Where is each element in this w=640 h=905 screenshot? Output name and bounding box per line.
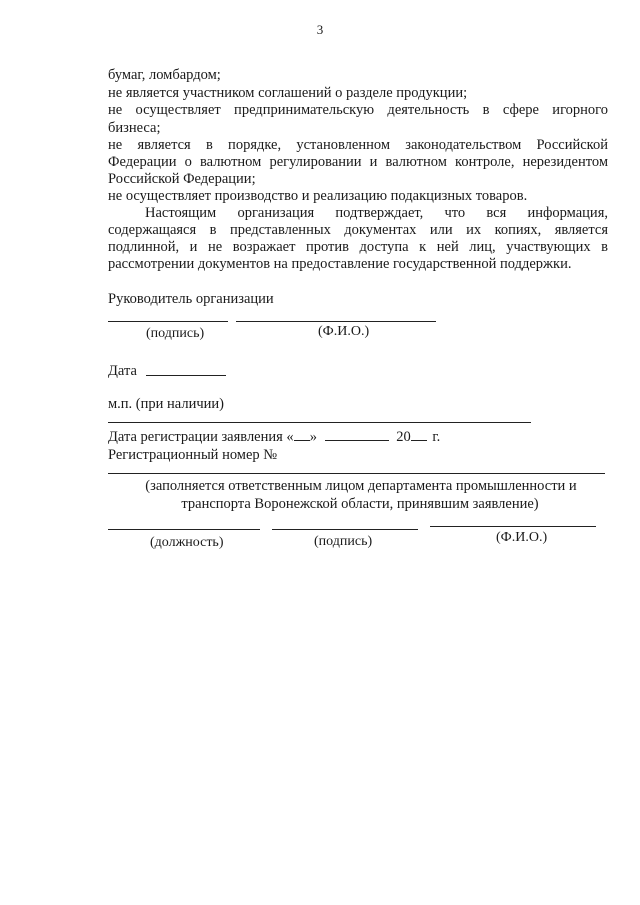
registration-date-mid: »: [309, 429, 317, 445]
registration-note: (заполняется ответственным лицом департамента промышленности и: [145, 478, 577, 494]
confirmation-line: Настоящим организация подтверждает, что вся информация,: [145, 205, 608, 221]
head-label: Руководитель организации: [108, 291, 274, 307]
registration-date: [108, 429, 440, 446]
registration-note: транспорта Воронежской области, принявшим заявление): [181, 496, 539, 512]
body-line: Российской Федерации;: [108, 171, 256, 187]
body-line: Федерации о валютном регулировании и валютном контроле, нерезидентом: [108, 154, 608, 170]
official-name-line: [430, 526, 596, 527]
official-name-caption: (Ф.И.О.): [496, 530, 548, 545]
registration-number-line: [108, 473, 605, 474]
page-number: 3: [316, 22, 324, 37]
official-signature-line: [272, 529, 418, 530]
body-line: не осуществляет производство и реализацию подакцизных товаров.: [108, 188, 528, 204]
seal-label: м.п. (при наличии): [108, 396, 224, 412]
body-line: не является в порядке, установленном законодательством Российской: [108, 137, 608, 153]
date-label: Дата: [108, 363, 137, 379]
name-line: [236, 321, 436, 322]
registration-date-prefix: Дата регистрации заявления «: [108, 429, 294, 445]
date-line: [146, 375, 226, 376]
position-line: [108, 529, 260, 530]
official-signature-caption: (подпись): [314, 534, 373, 549]
name-caption: (Ф.И.О.): [318, 324, 370, 339]
year-prefix: 20: [396, 429, 411, 445]
year-blank: [411, 430, 427, 441]
body-line: бизнеса;: [108, 120, 161, 136]
body-line: не осуществляет предпринимательскую деятельность в сфере игорного: [108, 102, 608, 118]
confirmation-line: подлинной, и не возражает против доступа к ней лиц, участвующих в: [108, 239, 608, 255]
separator-line: [108, 422, 531, 423]
confirmation-line: рассмотрении документов на предоставление государственной поддержки.: [108, 256, 572, 272]
position-caption: (должность): [150, 535, 224, 550]
registration-number-label: Регистрационный номер №: [108, 447, 278, 463]
year-suffix: г.: [432, 429, 441, 445]
body-line: бумаг, ломбардом;: [108, 67, 221, 83]
body-line: не является участником соглашений о разделе продукции;: [108, 85, 468, 101]
confirmation-line: содержащаяся в представленных документах или их копиях, является: [108, 222, 608, 238]
signature-line: [108, 321, 228, 322]
signature-caption: (подпись): [146, 326, 205, 341]
month-blank: [325, 430, 389, 441]
day-blank: [294, 430, 310, 441]
